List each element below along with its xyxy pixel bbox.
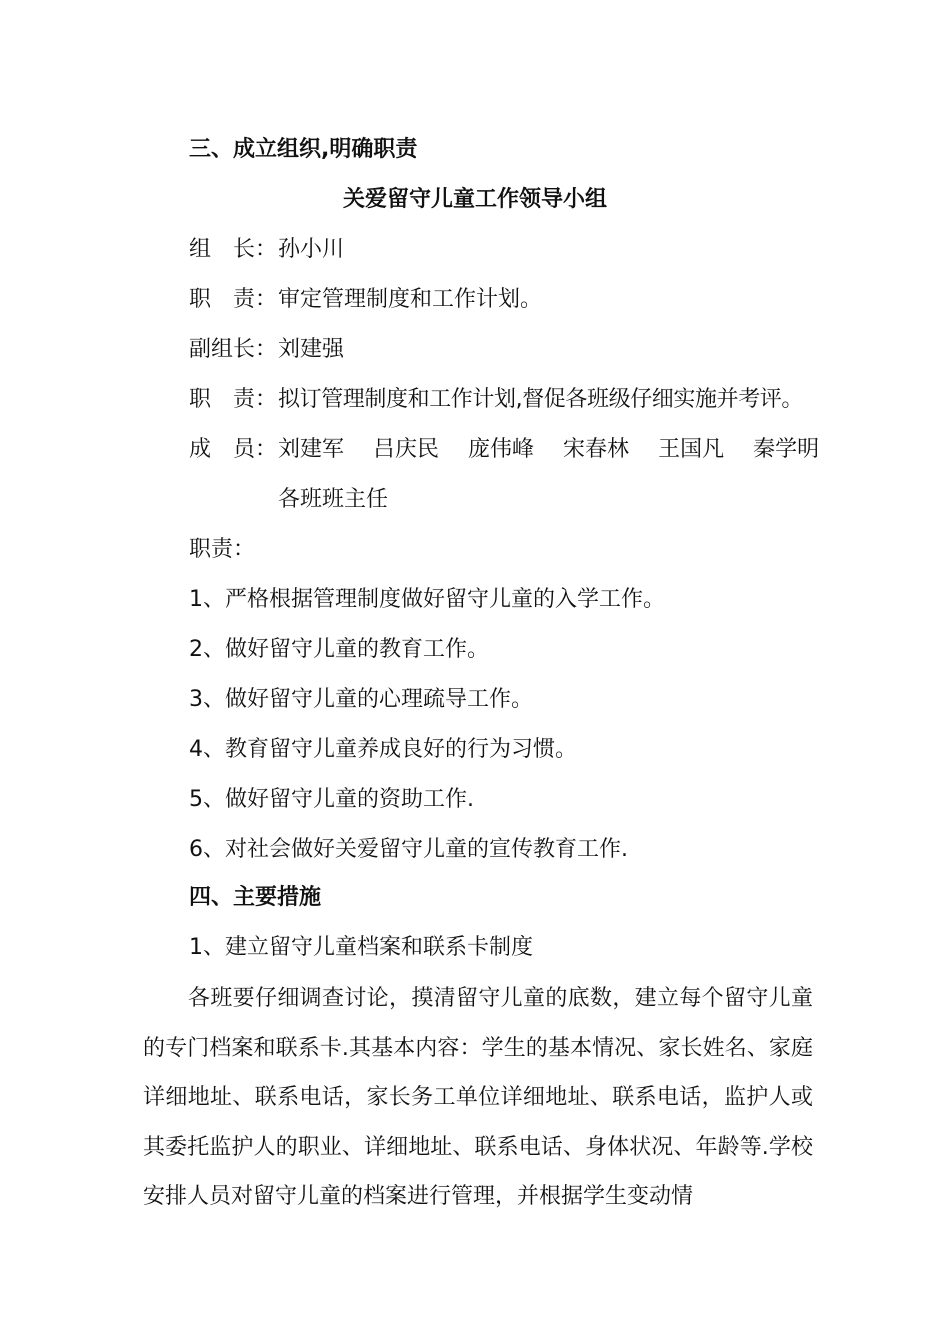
- member-name: 吕庆民: [373, 437, 440, 462]
- duties-label: 职责：: [189, 537, 256, 562]
- duty-item: 5、做好留守儿童的资助工作.: [189, 787, 474, 812]
- members-extra: 各班班主任: [278, 487, 389, 512]
- member-name: 宋春林: [563, 437, 630, 462]
- duty-item: 2、做好留守儿童的教育工作。: [189, 637, 489, 662]
- group-title: 关爱留守儿童工作领导小组: [342, 187, 607, 212]
- duty-item: 3、做好留守儿童的心理疏导工作。: [189, 687, 533, 712]
- member-name: 庞伟峰: [468, 437, 535, 462]
- members-list: [278, 434, 841, 466]
- leader-label: 组 长：: [189, 237, 278, 262]
- section-4-heading: 四、主要措施: [189, 885, 322, 910]
- leader-name: 孙小川: [278, 237, 345, 262]
- measure-1-heading: 1、建立留守儿童档案和联系卡制度: [189, 935, 533, 960]
- member-name: 王国凡: [658, 437, 725, 462]
- duty-item: 4、教育留守儿童养成良好的行为习惯。: [189, 737, 577, 762]
- duty-1-text: 审定管理制度和工作计划。: [278, 287, 543, 312]
- section-3-heading: 三、成立组织,明确职责: [189, 137, 418, 162]
- deputy-name: 刘建强: [278, 337, 345, 362]
- duty-2-label: 职 责：: [189, 387, 278, 412]
- duty-1-label: 职 责：: [189, 287, 278, 312]
- measure-1-paragraph: 各班要仔细调查讨论，摸清留守儿童的底数，建立每个留守儿童的专门档案和联系卡.其基本内容：学生的基本情况、家长姓名、家庭详细地址、联系电话，家长务工单位详细地址、联系电话，监护人或其委托监护人的职业、详细地址、联系电话、身体状况、年龄等.学校安排人员对留守儿童的档案进行管理，并根据学生变动情: [143, 986, 813, 1210]
- member-name: 秦学明: [753, 437, 820, 462]
- duty-item: 1、严格根据管理制度做好留守儿童的入学工作。: [189, 587, 665, 612]
- duty-item: 6、对社会做好关爱留守儿童的宣传教育工作.: [189, 837, 628, 862]
- members-label: 成 员：: [189, 437, 278, 462]
- deputy-label: 副组长：: [189, 337, 278, 362]
- duty-2-text: 拟订管理制度和工作计划,督促各班级仔细实施并考评。: [278, 387, 803, 412]
- member-name: 刘建军: [278, 437, 345, 462]
